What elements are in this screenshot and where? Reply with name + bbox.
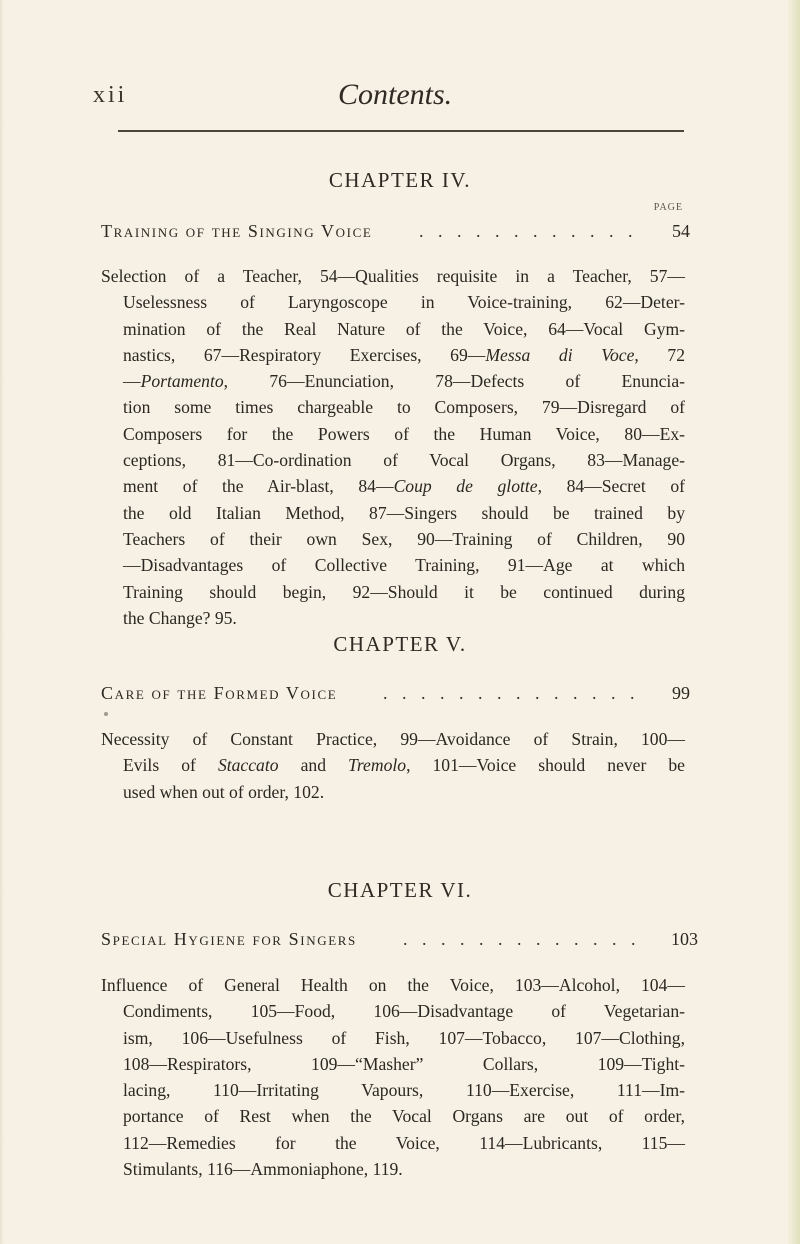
summary-line: Necessity of Constant Practice, 99—Avoidance of Strain, 100— bbox=[101, 729, 685, 749]
summary-line bbox=[101, 752, 685, 778]
summary-line: Condiments, 105—Food, 106—Disadvantage of Vegetarian- bbox=[123, 1001, 685, 1022]
running-head bbox=[0, 78, 800, 122]
summary-text: , 101—Voice should never be bbox=[406, 755, 685, 776]
chapter-heading: CHAPTER VI. bbox=[327, 878, 473, 902]
running-title: Contents. bbox=[338, 78, 453, 111]
summary-line: mination of the Real Nature of the Voice, 64—Vocal Gym- bbox=[123, 318, 685, 339]
chapter-summary bbox=[101, 726, 685, 805]
toc-entry-title: Training of the Singing Voice bbox=[101, 221, 373, 241]
summary-line: ism, 106—Usefulness of Fish, 107—Tobacco, 107—Clothing, bbox=[123, 1027, 685, 1048]
summary-text: , 76—Enunciation, 78—Defects of Enuncia- bbox=[223, 371, 685, 392]
summary-text: , 72 bbox=[634, 344, 686, 365]
summary-line bbox=[101, 473, 685, 499]
summary-line: portance of Rest when the Vocal Organs are out of order, bbox=[123, 1106, 685, 1127]
summary-line: Teachers of their own Sex, 90—Training of Children, 90 bbox=[123, 528, 685, 549]
summary-line: —Disadvantages of Collective Training, 91—Age at which bbox=[123, 555, 685, 576]
summary-line bbox=[101, 342, 685, 368]
chapter-summary bbox=[101, 263, 685, 631]
summary-italic-term: Coup de glotte bbox=[393, 476, 538, 497]
header-rule bbox=[118, 130, 684, 132]
summary-line: 112—Remedies for the Voice, 114—Lubricants, 115— bbox=[123, 1132, 685, 1153]
summary-text: — bbox=[123, 371, 141, 392]
toc-entry bbox=[101, 221, 690, 247]
toc-page-number: 103 bbox=[671, 929, 698, 949]
toc-page-number: 54 bbox=[672, 221, 690, 241]
chapter-heading: CHAPTER IV. bbox=[328, 168, 472, 192]
summary-line: lacing, 110—Irritating Vapours, 110—Exercise, 111—Im- bbox=[123, 1080, 685, 1101]
summary-italic-term: Portamento bbox=[140, 371, 224, 392]
toc-entry-title: Special Hygiene for Singers bbox=[101, 929, 357, 949]
summary-text: ment of the Air-blast, 84— bbox=[123, 476, 394, 497]
page-number: xii bbox=[93, 82, 128, 108]
page-column-label: PAGE bbox=[653, 202, 683, 213]
summary-italic-term: Staccato bbox=[217, 755, 279, 776]
summary-line: Influence of General Health on the Voice, 103—Alcohol, 104— bbox=[101, 975, 685, 995]
toc-leader-dots: . . . . . . . . . . . . bbox=[419, 221, 638, 241]
summary-line bbox=[101, 368, 685, 394]
summary-line: Uselessness of Laryngoscope in Voice-training, 62—Deter- bbox=[123, 292, 685, 313]
summary-text: , 84—Secret of bbox=[537, 476, 685, 497]
summary-line: Training should begin, 92—Should it be continued during bbox=[123, 581, 685, 602]
summary-italic-term: Tremolo bbox=[348, 755, 407, 776]
summary-line: used when out of order, 102. bbox=[123, 781, 325, 802]
summary-italic-term: Messa di Voce bbox=[485, 344, 635, 365]
summary-text: nastics, 67—Respiratory Exercises, 69— bbox=[123, 344, 486, 365]
chapter-summary bbox=[101, 972, 685, 1182]
summary-line: Composers for the Powers of the Human Voice, 80—Ex- bbox=[123, 423, 685, 444]
summary-line: the Change? 95. bbox=[123, 607, 237, 628]
summary-text: and bbox=[278, 755, 349, 776]
paper-speck bbox=[104, 712, 108, 716]
toc-leader-dots: . . . . . . . . . . . . . bbox=[403, 929, 641, 949]
summary-line: ceptions, 81—Co-ordination of Vocal Organs, 83—Manage- bbox=[123, 450, 685, 471]
chapter-heading: CHAPTER V. bbox=[333, 632, 467, 656]
summary-text: Evils of bbox=[123, 755, 218, 776]
toc-entry bbox=[101, 683, 690, 709]
toc-page-number: 99 bbox=[672, 683, 690, 703]
summary-line: Selection of a Teacher, 54—Qualities requisite in a Teacher, 57— bbox=[101, 266, 685, 286]
toc-entry-title: Care of the Formed Voice bbox=[101, 683, 338, 703]
summary-line: Stimulants, 116—Ammoniaphone, 119. bbox=[123, 1159, 403, 1180]
summary-line: tion some times chargeable to Composers, 79—Disregard of bbox=[123, 397, 685, 418]
summary-line: 108—Respirators, 109—“Masher” Collars, 109—Tight- bbox=[123, 1053, 685, 1074]
toc-entry bbox=[101, 929, 698, 955]
toc-leader-dots: . . . . . . . . . . . . . . bbox=[383, 683, 640, 703]
summary-line: the old Italian Method, 87—Singers should be trained by bbox=[123, 502, 685, 523]
